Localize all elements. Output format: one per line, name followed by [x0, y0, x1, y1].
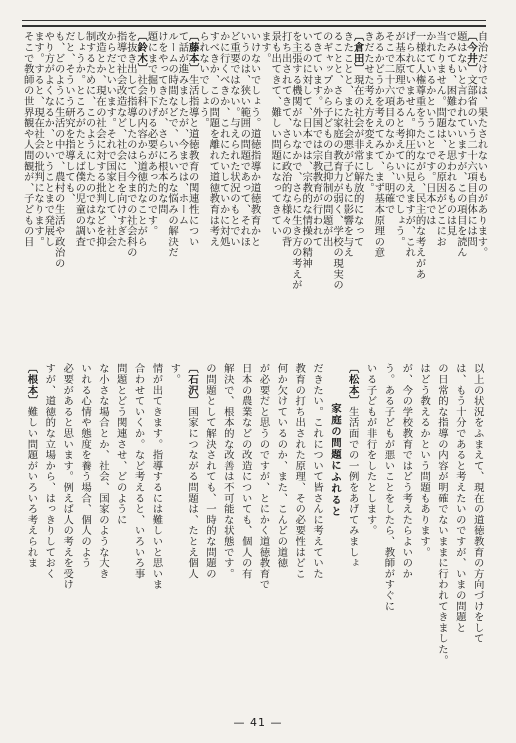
- column-text: ます。すると、現在社会の批判になります。: [32, 31, 45, 247]
- column-text: 何か欠けているのか、また、こんどの道徳: [275, 363, 288, 569]
- column-text: いれる心情や態度を養う場合、個人のよう: [79, 363, 92, 569]
- column-text: だきたい。これについて皆さんに考えていた: [311, 363, 324, 579]
- column-text: ルームの時間などで、いろいろな悩みの解決だ: [166, 31, 179, 258]
- speaker-name: 〔 石沢 〕: [186, 363, 198, 406]
- column-text: 日本の農業などの改造についても、個人の有: [239, 363, 252, 579]
- column-text: も、どのように生活の中で、農村の生活や政治の: [52, 31, 65, 269]
- column-text: 生活指導と道徳教育の関連性につい: [186, 74, 199, 248]
- column-text: からだといいます。それで国家として、社会: [104, 31, 117, 247]
- column-text: 題にまで掘り下げる必要があったのです。: [145, 31, 158, 237]
- column-text: う。ある子どもが悪いことをしたら、教師がすぐに: [382, 363, 395, 612]
- column-text: 制するために、このようにしたのではないで: [83, 31, 96, 247]
- speaker-name: 〔 根本 〕: [26, 363, 38, 406]
- text-column: [220, 363, 235, 703]
- header-rule-bottom: [22, 25, 486, 27]
- column-text: が必要だと思うのですが、とにかく道徳教育で: [257, 363, 270, 590]
- header-rule-top: [22, 20, 486, 21]
- column-text: 必要があると思います。例えば人の考えを受け: [61, 363, 74, 590]
- column-text: の日常的な指導の内容が明確でないままに行われてきました。: [435, 363, 448, 666]
- text-column: [95, 363, 110, 703]
- column-text: てきています。外国では宗教教育が行われて: [310, 31, 323, 247]
- column-text: ることと、さらに家庭の教育力が弱く、学校の現実の: [331, 31, 344, 291]
- column-text: すべきか、この問題を離れて道徳教育は考え: [207, 31, 220, 247]
- column-text: 指導で社会改造など、社会に目を向けすぎた: [114, 31, 127, 247]
- text-column: [202, 363, 217, 703]
- section-subheading: [327, 363, 342, 743]
- text-column: [434, 363, 449, 703]
- column-text: が、今の学校教育ではどう考えたらよいのか: [400, 363, 413, 579]
- text-column: [113, 363, 128, 703]
- lower-text-block: [22, 363, 486, 703]
- speaker-name: 〔 今井 〕: [465, 31, 477, 74]
- text-column: [237, 363, 252, 703]
- column-text: 解決で、根本的な改善は不可能な状態です。: [221, 363, 234, 579]
- column-text: 一様に人権尊重をうたいながら、民主的な考えがあ: [413, 31, 426, 280]
- column-text: いる子どもが非行をしたとします。: [364, 363, 377, 536]
- column-text: 景も出てきて、難しい問題になってきてい: [269, 31, 282, 237]
- text-column: [452, 363, 467, 703]
- subheading-text: 家庭の問題にふれると: [328, 403, 341, 517]
- column-text: 当たりません。問題は、その原因がどこにお: [434, 31, 447, 247]
- text-column: [184, 363, 199, 703]
- text-column: [130, 363, 145, 703]
- column-text: な小さな場合とか、社会、国家のような大き: [96, 363, 109, 579]
- column-text: を抜き出して指導したのは、今までの社会科の: [124, 31, 137, 258]
- column-text: いるのに対して、日本では、宗教的な情操の精神: [300, 31, 313, 269]
- text-column: [273, 363, 288, 703]
- text-column: [20, 31, 35, 357]
- column-text: 教育の打ち出された原理、その必要性はどこ: [293, 363, 306, 579]
- column-text: 以上の状況をふまえて、現在の道徳教育の方向づけをして: [471, 363, 484, 644]
- column-text: 題はないと言われていますが、この項目を読ん: [454, 31, 467, 258]
- column-text: きだたせた考え方を変えました。: [362, 31, 374, 193]
- column-text: 自治だけでは、果たされないものがあります。: [475, 31, 488, 258]
- column-text: すが、道徳的な立場から、はっきりしておく: [43, 363, 56, 579]
- text-column: [309, 363, 324, 703]
- text-column: [362, 363, 377, 703]
- text-column: [41, 363, 56, 703]
- column-text: 難しい問題がいろいろ考えられま: [25, 406, 38, 569]
- column-text: は、もう十分であると考えたいのですが、いまの問題と: [453, 363, 466, 633]
- column-text: ど重要ではない。与えられた状況のもとでい: [227, 31, 240, 247]
- column-text: 問題とどう関連させ、どのように: [114, 363, 127, 525]
- column-text: て話が進みましたが、今までは、ホーム: [176, 31, 189, 226]
- column-text: しょうか。ところがたとえば僕の児童の調査: [73, 31, 86, 247]
- speaker-name: 〔 倉田 〕: [352, 31, 364, 74]
- column-text: 文部省のいう二十六項目自体には問: [465, 74, 478, 248]
- column-text: す。: [168, 363, 181, 385]
- text-column: [291, 363, 306, 703]
- text-column: [469, 363, 484, 703]
- speaker-name: 〔 藤本 〕: [187, 31, 199, 74]
- text-column: [416, 363, 431, 703]
- column-text: はどう教えるかという問題もあります。: [418, 363, 431, 558]
- text-column: [398, 363, 413, 703]
- column-text: かれているかということです。日本では: [423, 31, 436, 226]
- column-text: を主張する機関がないなかで、さらに生き方の考えが: [289, 31, 302, 291]
- text-column: [77, 363, 92, 703]
- column-text: 打ち出されてきて、さらに政治的な様々の背: [279, 31, 292, 247]
- column-text: いうのは、狭い範囲の問題であって、それほ: [238, 31, 251, 247]
- column-text: 現在の社会が非常に解放的になって: [351, 74, 364, 248]
- page-number: — 41 —: [233, 716, 283, 729]
- column-text: だと、そういう研究を指導しても、: [62, 31, 75, 204]
- column-text: かに行くべきか、これにたいしていかに対処: [217, 31, 230, 247]
- text-column: [59, 363, 74, 703]
- column-text: ます。: [258, 31, 271, 64]
- column-text: そこで教師の世界観や人間観が、子どもの目: [21, 31, 34, 247]
- column-text: 社会科の内容から道徳的なことがら: [135, 74, 148, 248]
- column-text: 生活面での一例をあげてみましょ: [346, 406, 359, 569]
- column-text: きたことと、また社会悪が子どもに影響を与え: [341, 31, 354, 258]
- column-text: いけないでしょう。道徳指導か道徳教育かと: [248, 31, 261, 247]
- column-text: 改造とか、現在の社会に対する批判などを抑: [93, 31, 106, 247]
- column-text: が基本原理であると考えていいのでしょう。: [392, 31, 405, 247]
- column-text: 国家につながる問題は、たとえ個人: [186, 406, 199, 580]
- column-text: げられていません。抑圧的に見えますが、これ: [403, 31, 416, 258]
- upper-text-block: [22, 31, 486, 357]
- text-column: [148, 363, 163, 703]
- column-text: けをやってきたが、さらに根本的な問: [155, 31, 168, 215]
- text-column: [23, 363, 38, 703]
- column-text: そこで二十六項目のなかから、明確で: [382, 31, 395, 215]
- column-text: やり方がよくなるか、ということまで発展し: [42, 31, 55, 247]
- text-column: [166, 363, 181, 703]
- column-text: 情が出てきます。指導するには難しいと思いま: [150, 363, 163, 590]
- column-text: られないでしょう。: [197, 31, 210, 129]
- text-column: [255, 363, 270, 703]
- text-column: [380, 363, 395, 703]
- speaker-name: 〔 松本 〕: [347, 363, 359, 406]
- text-column: [345, 363, 360, 703]
- column-text: の問題として解決されても、一時的な問題の: [203, 363, 216, 579]
- column-text: あるかどうかを考えてみて、まず基本原理の意: [372, 31, 385, 258]
- column-text: 合わせていくか。など考えると、いろいろ事: [132, 363, 145, 579]
- column-text: のギャップから子どもの自己抑制の問題が出: [320, 31, 333, 247]
- speaker-name: 〔 鈴木 〕: [135, 31, 147, 74]
- column-text: でみても、困難でないと思われるものは見: [444, 31, 457, 237]
